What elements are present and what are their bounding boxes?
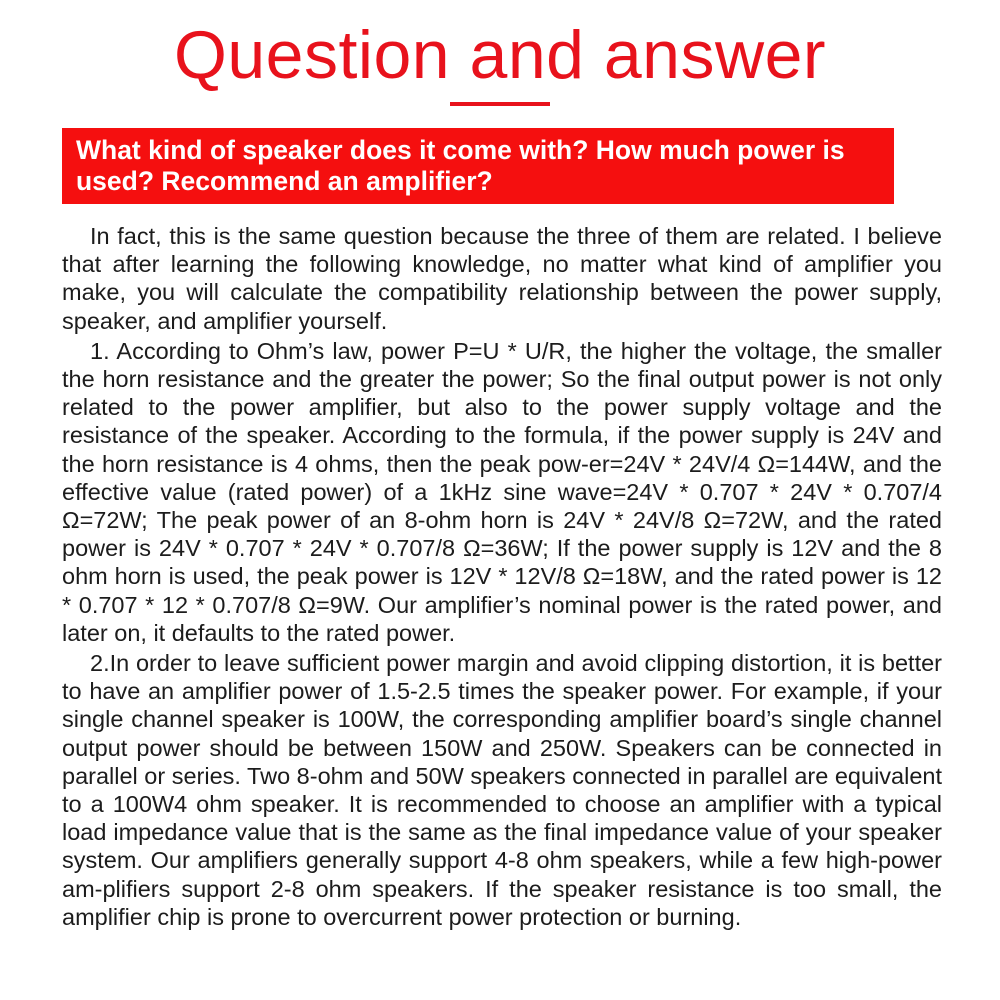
question-banner: [62, 128, 894, 204]
title-underline: [450, 102, 550, 106]
page-title: Question and answer: [173, 17, 827, 93]
answer-paragraph-ohms-law: 1. According to Ohm’s law, power P=U * U/R, the higher the voltage, the smaller the horn resistance and the greater the power; So the final output power is not only related to the power amplifier, but also to the power supply voltage and the resistance of the speaker. According to the formula, if the power supply is 24V and the horn resistance is 4 ohms, then the peak pow-er=24V * 24V/4 Ω=144W, and the effective value (rated power) of a 1kHz sine wave=24V * 0.707 * 24V * 0.707/4 Ω=72W; The peak power of an 8-ohm horn is 24V * 24V/8 Ω=72W, and the rated power is 24V * 0.707 * 24V * 0.707/8 Ω=36W; If the power supply is 12V and the 8 ohm horn is used, the peak power is 12V * 12V/8 Ω=18W, and the rated power is 12 * 0.707 * 12 * 0.707/8 Ω=9W. Our amplifier’s nominal power is the rated power, and later on, it defaults to the rated power.: [62, 337, 942, 646]
answer-paragraph-power-margin: 2.In order to leave sufficient power margin and avoid clipping distortion, it is better to have an amplifier power of 1.5-2.5 times the speaker power. For example, if your single channel speaker is 100W, the corresponding amplifier board’s single channel output power should be between 150W and 250W. Speakers can be connected in parallel or series. Two 8-ohm and 50W speakers connected in parallel are equivalent to a 100W4 ohm speaker. It is recommended to choose an amplifier with a typical load impedance value that is the same as the final impedance value of your speaker system. Our amplifiers generally support 4-8 ohm speakers, while a few high-power am-plifiers support 2-8 ohm speakers. If the speaker resistance is too small, the amplifier chip is prone to overcurrent power protection or burning.: [62, 650, 942, 930]
question-text: What kind of speaker does it come with? How much power is used? Recommend an amplifier?: [76, 135, 845, 196]
answer-paragraph-intro: In fact, this is the same question because the three of them are related. I believe that after learning the following knowledge, no matter what kind of amplifier you make, you will calculate the compatibility relationship between the power supply, speaker, and amplifier yourself.: [62, 223, 942, 334]
answer-body: [62, 222, 942, 931]
